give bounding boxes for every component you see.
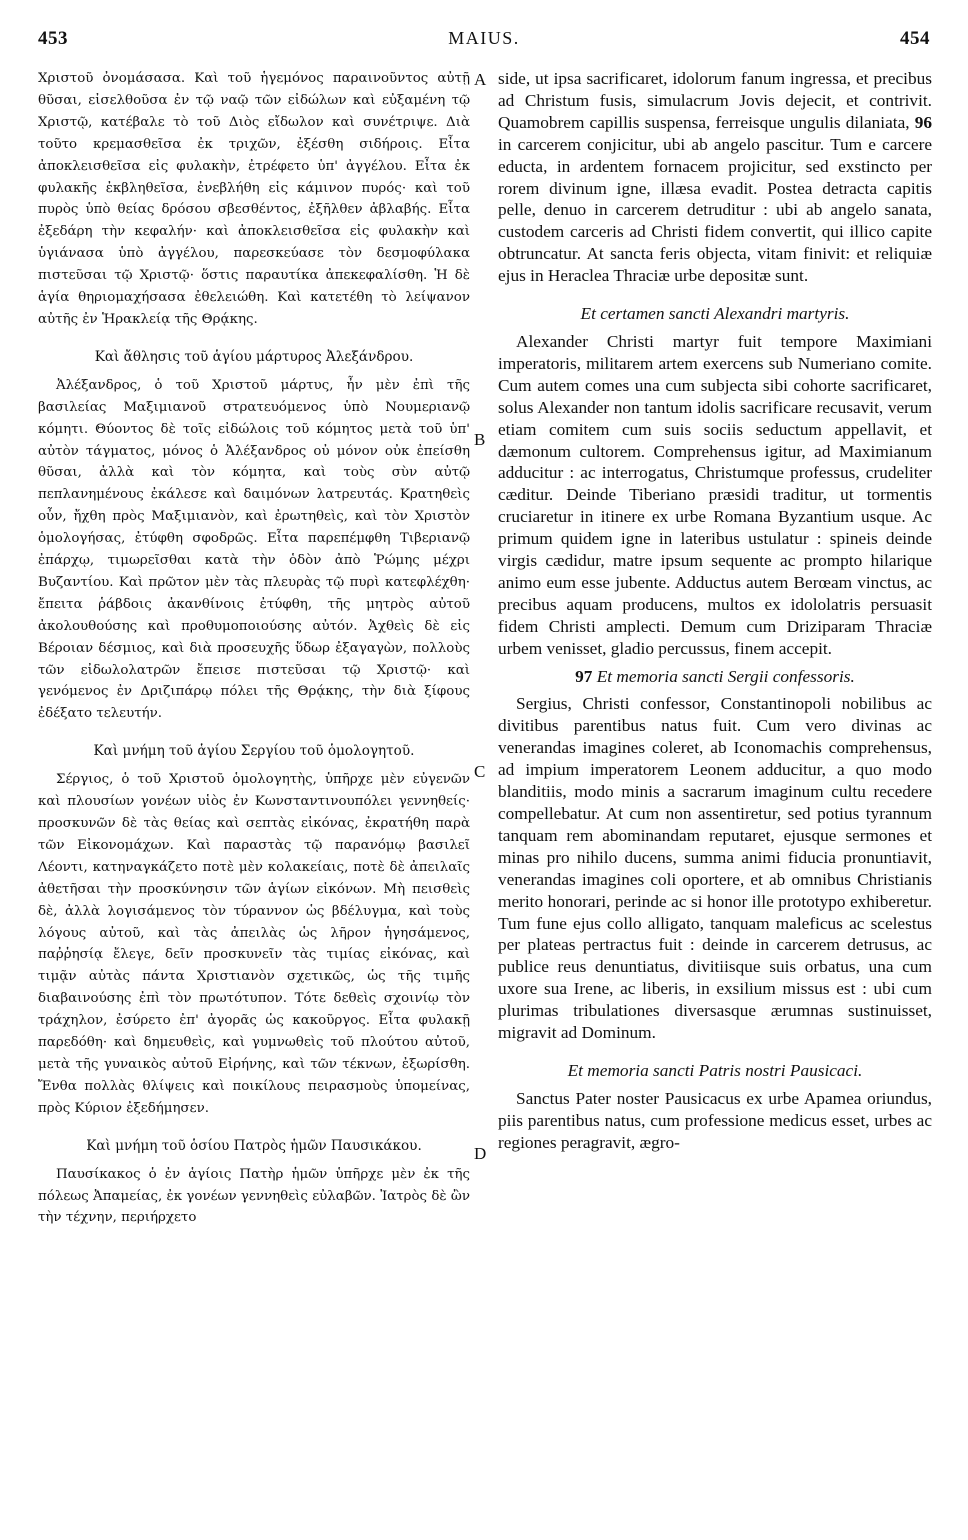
greek-paragraph-4: Παυσίκακος ὁ ἐν ἁγίοις Πατὴρ ἡμῶν ὑπῆρχε μὲν ἐκ τῆς πόλεως Ἀπαμείας, ἐκ γονέων γεννηθεὶς εὐλαβῶν. Ἰατρὸς δὲ ὢν τὴν τέχνην, περιήρχετο (38, 1166, 470, 1226)
latin-paragraph-1b: in carcerem conjicitur, ubi ab angelo pascitur. Tum e carcere educta, in ardentem fornacem projicitur, sed exstincto per rorem divinum igne, illæsa evadit. Postea detracta capitis pelle, denuo in carcerem detruditur : ubi ab angelo sanata, custodem carceris ad Christi fidem convertit, qui illico capite obtruncatur. At sancta feris objecta, vitam finivit: et reliquiæ ejus in Heraclea Thraciæ urbe depositæ sunt. (498, 134, 932, 286)
latin-paragraph-3: Sergius, Christi confessor, Constantinopoli nobilibus ac divitibus parentibus natus fuit. Cum vero divinas ac venerandas imagines coleret, ab Iconomachis comprehensus, ad impium imperatorem Leonem adducitur, a quo modo blanditiis, modo minis a sacrarum imaginum cultu recedere compellebatur. At cum non assentiretur, sed potius tyrannum tanquam rem abominandam reputaret, ejusque sermones et minas pro nihilo ducens, summa animi fiducia pronuntiavit, venerandas imagines coli oportere, et ab omnibus Christianis merito honorari, perinde ac si honor ille prototypo exhiberetur. Tum fune ejus collo alligato, tanquam maleficus ac scelestus per plateas pertractus fuit : deinde in carcerem detrusus, ac publice reus denuntiatus, divitiisque suis orbatus, una cum uxore sua Irene, ac liberis, in exsilium missus est : ubi cum plurimas tribulationes diversasque ærumnas sustinuisset, migravit ad Dominum. (498, 694, 932, 1043)
page-header (38, 28, 930, 58)
greek-paragraph-2: Ἀλέξανδρος, ὁ τοῦ Χριστοῦ μάρτυς, ἦν μὲν ἐπὶ τῆς βασιλείας Μαξιμιανοῦ στρατευόμενος ὑπὸ Νουμεριανῷ κόμητι. Θύοντος δὲ τοῖς εἰδώλοις τοῦ κόμητος μετὰ τοῦ ὑπ' αὐτὸν τάγματος, μόνος ὁ Ἀλέξανδρος οὐ μόνον οὐκ ἐπείσθη θῦσαι, ἀλλὰ καὶ τὸν κόμητα, καὶ τοὺς σὺν αὐτῷ πεπλανημένους ἐκάλεσε καὶ δαιμόνων λατρευτάς. Κρατηθεὶς οὖν, ἤχθη πρὸς Μαξιμιανὸν, καὶ ἐρωτηθεὶς, καὶ τὸν Χριστὸν ὁμολογήσας, ἐτύφθη σφοδρῶς. Εἶτα παρεπέμφθη Τιβεριανῷ ἐπάρχῳ, τιμωρεῖσθαι κατὰ τὴν ὁδὸν ἀπὸ Ῥώμης μέχρι Βυζαντίου. Καὶ πρῶτον μὲν τὰς πλευρὰς τῷ πυρὶ κατεφλέχθη· ἔπειτα ῥάβδοις ἀκανθίνοις ἐτύφθη, τῆς μητρὸς αὐτοῦ ἀκολουθούσης καὶ προθυμοποιούσης αὐτόν. Ἀχθεὶς δὲ εἰς Βέροιαν δέσμιος, καὶ διὰ προσευχῆς ὕδωρ ἐξαγαγὼν, πολλοὺς τῶν εἰδωλολατρῶν ἔπεισε πιστεῦσαι τῷ Χριστῷ· καὶ γενόμενος ἐν Δριζιπάρῳ πόλει τῆς Θρᾴκης, τὴν διὰ ξίφους ἐδέξατο τελευτήν. (38, 377, 470, 722)
latin-paragraph-4: Sanctus Pater noster Pausicacus ex urbe Apamea oriundus, piis parentibus natus, cum professione medicus esset, urbes ac regiones peragravit, ægro- (498, 1088, 932, 1152)
margin-marker-d: D (474, 1144, 487, 1163)
page-number-left: 453 (38, 28, 68, 49)
latin-heading-alexander: Et certamen sancti Alexandri martyris. (580, 304, 850, 324)
margin-marker-b: B (474, 430, 486, 449)
latin-paragraph-1 (498, 68, 932, 287)
latin-heading-pausicacus: Et memoria sancti Patris nostri Pausicaci. (567, 1060, 863, 1080)
margin-marker-c: C (474, 762, 486, 781)
greek-paragraph-1: Χριστοῦ ὀνομάσασα. Καὶ τοῦ ἡγεμόνος παραινοῦντος αὐτῇ θῦσαι, εἰσελθοῦσα ἐν τῷ ναῷ τῶν εἰδώλων καὶ εὐξαμένη τῷ Χριστῷ, κατέβαλε τὸ τοῦ Διὸς εἴδωλον καὶ συνέτριψε. Διὰ τοῦτο κρεμασθεῖσα ἐκ τριχῶν, ἐξέσθη σιδήροις. Εἶτα ἀποκλεισθεῖσα εἰς φυλακὴν, ἐτρέφετο ὑπ' ἀγγέλου. Εἶτα ἐκ φυλακῆς ἐκβληθεῖσα, ἐνεβλήθη εἰς κάμινον πυρός· καὶ τοῦ πυρὸς ὑπὸ θείας δρόσου σβεσθέντος, ἐξῆλθεν ἀβλαβής. Εἶτα ἐξεδάρη τὴν κεφαλήν· καὶ ἀποκλεισθεῖσα εἰς φυλακὴν καὶ ὑγιάνασα ὑπὸ ἀγγέλου, παρεσκεύασε τὸν δεσμοφύλακα πιστεῦσαι τῷ Χριστῷ· ὅστις παραυτίκα ἀπεκεφαλίσθη. Ἡ δὲ ἁγία θηριομαχήσασα ἐθελειώθη. Καὶ κατετέθη τὸ λείψανον αὐτῆς ἐν Ἡρακλείᾳ τῆς Θρᾴκης. (38, 71, 470, 327)
greek-column (38, 68, 470, 1520)
latin-heading-sergius: Et memoria sancti Sergii confessoris. (596, 666, 855, 686)
section-number-96: 96 (914, 112, 932, 132)
latin-paragraph-1a: side, ut ipsa sacrificaret, idolorum fanum ingressa, et precibus ad Christum fusis, simulacrum Jovis dejecit, et contrivit. Quamobrem capillis suspensa, ferreisque ungulis dilaniata, (498, 69, 932, 132)
page-number-right: 454 (900, 28, 930, 49)
greek-heading-sergius: Καὶ μνήμη τοῦ ἁγίου Σεργίου τοῦ ὁμολογητοῦ. (93, 743, 415, 760)
greek-heading-pausicacus: Καὶ μνήμη τοῦ ὁσίου Πατρὸς ἡμῶν Παυσικάκου. (86, 1137, 422, 1154)
latin-column (498, 68, 932, 1520)
running-title: MAIUS. (448, 28, 520, 48)
greek-heading-alexander: Καὶ ἄθλησις τοῦ ἁγίου μάρτυρος Ἀλεξάνδρου. (94, 348, 414, 365)
margin-marker-a: A (474, 70, 487, 89)
latin-paragraph-2: Alexander Christi martyr fuit tempore Maximiani imperatoris, militarem artem exercens sub Numeriano comite. Cum autem comes una cum subjecta sibi cohorte sacrificaret, solus Alexander non tantum idolis sacrificare recusavit, verum etiam comitem cum suis sociis seductum appellavit, et dæmonum cultorem. Comprehensus igitur, ad Maximianum adducitur : ac interrogatus, Christumque professus, crudeliter cæditur. Deinde Tiberiano præsidi traditur, ut tormentis cruciaretur in itinere ex urbe Romana Byzantium usque. Ac primum quidem igne in lateribus ustulatur : spineis deinde virgis cædidur, matre ipsum sequente ac prompto hilarique animo eum esse jubente. Adductus autem Berœam vinctus, ac precibus aquam producens, multos ex idololatris persuasit fidem Christi amplecti. Demum cum Driziparam Thraciæ urbem venisset, gladio percussus, finem accepit. (498, 331, 932, 658)
latin-heading-sergius-line (498, 666, 932, 688)
greek-paragraph-3: Σέργιος, ὁ τοῦ Χριστοῦ ὁμολογητὴς, ὑπῆρχε μὲν εὐγενῶν καὶ πλουσίων γονέων υἱὸς ἐν Κωνσταντινουπόλει γεννηθείς· προσκυνῶν δὲ τὰς θείας καὶ σεπτὰς εἰκόνας, ἐκρατήθη παρὰ τῶν Εἰκονομάχων. Καὶ παραστὰς τῷ παρανόμῳ βασιλεῖ Λέοντι, κατηναγκάζετο ποτὲ μὲν κολακείαις, ποτὲ δὲ ἀπειλαῖς ἀθετῆσαι τὴν προσκύνησιν τῶν ἁγίων εἰκόνων. Μὴ πεισθεὶς δὲ, ἀλλὰ λογισάμενος τὸν τύραννον ὡς βδέλυγμα, καὶ τοὺς λόγους αὐτοῦ, καὶ τὰς ἀπειλὰς ὡς λῆρον ἡγησάμενος, παῤῥησίᾳ ἔλεγε, δεῖν προσκυνεῖν τὰς τιμίας εἰκόνας, καὶ τιμᾷν αὐτὰς πάντα Χριστιανὸν σχετικῶς, ὡς τῆς τιμῆς διαβαινούσης ἐπὶ τὸν πρωτότυπον. Τότε δεθεὶς σχοινίῳ τὸν τράχηλον, ἐσύρετο ἐπ' ἀγορᾶς ὡς κακοῦργος. Εἶτα φυλακῇ παρεδόθη· καὶ δημευθεὶς, καὶ γυμνωθεὶς τοῦ πλούτου αὐτοῦ, μετὰ τῆς γυναικὸς αὐτοῦ Εἰρήνης, καὶ τῶν τέκνων, ἐξωρίσθη. Ἔνθα πολλὰς θλίψεις καὶ ποικίλους πειρασμοὺς ὑπομείνας, πρὸς Κύριον ἐξεδήμησεν. (38, 772, 470, 1116)
section-number-97: 97 (575, 666, 593, 686)
